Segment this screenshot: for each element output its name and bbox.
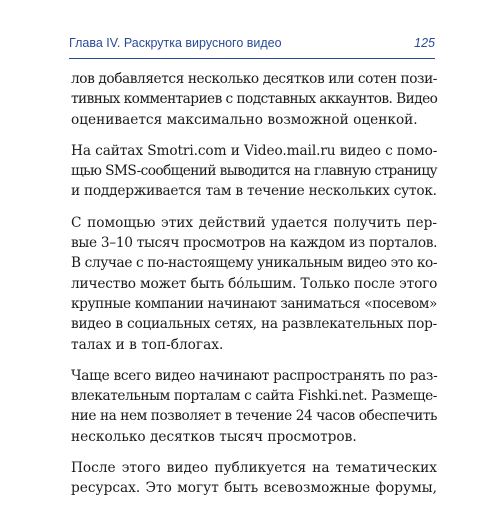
paragraph-2	[71, 141, 437, 202]
text-line: После этого видео публикуется на тематических	[71, 460, 437, 477]
text-line: крупные компании начинают заниматься «посевом»	[71, 295, 437, 312]
text-line: вые 3–10 тысяч просмотров на каждом из порталов.	[71, 235, 438, 252]
paragraph-4	[71, 366, 437, 447]
paragraph-1	[71, 69, 437, 130]
text-line: щью SMS-сообщений выводится на главную страницу	[71, 163, 437, 180]
text-line: На сайтах Smotri.com и Video.mail.ru видео с помо-	[71, 142, 438, 159]
text-line: влекательным порталам с сайта Fishki.net. Размеще-	[71, 388, 437, 405]
page-number: 125	[414, 36, 435, 50]
text-line: видео в социальных сетях, на развлекательных пор-	[71, 316, 437, 333]
text-line: и поддерживается там в течение нескольких суток.	[71, 183, 437, 200]
text-line: ние на нем позволяет в течение 24 часов обеспечить	[71, 408, 437, 425]
text-line: ресурсах. Это могут быть всевозможные форумы,	[71, 480, 437, 497]
paragraph-3	[71, 213, 437, 355]
text-line: В случае с по-настоящему уникальным видео это ко-	[71, 255, 438, 272]
text-line: талах и в топ-блогах.	[71, 336, 224, 353]
text-line: тивных комментариев с подставных аккаунтов. Видео	[71, 91, 438, 108]
text-line: Чаще всего видео начинают распространять по раз-	[71, 367, 438, 384]
text-line: оценивается максимально возможной оценкой.	[71, 111, 418, 128]
text-line: С помощью этих действий удается получить пер-	[71, 214, 437, 231]
text-line: лов добавляется несколько десятков или сотен пози-	[71, 71, 437, 87]
text-line: личество может быть бо́льшим. Только после этого	[71, 275, 438, 292]
paragraph-5	[71, 458, 437, 499]
text-line: несколько десятков тысяч просмотров.	[71, 428, 357, 445]
running-header	[69, 36, 435, 56]
body-text	[71, 69, 437, 510]
chapter-title: Глава IV. Раскрутка вирусного видео	[69, 36, 282, 50]
header-rule	[69, 58, 435, 59]
